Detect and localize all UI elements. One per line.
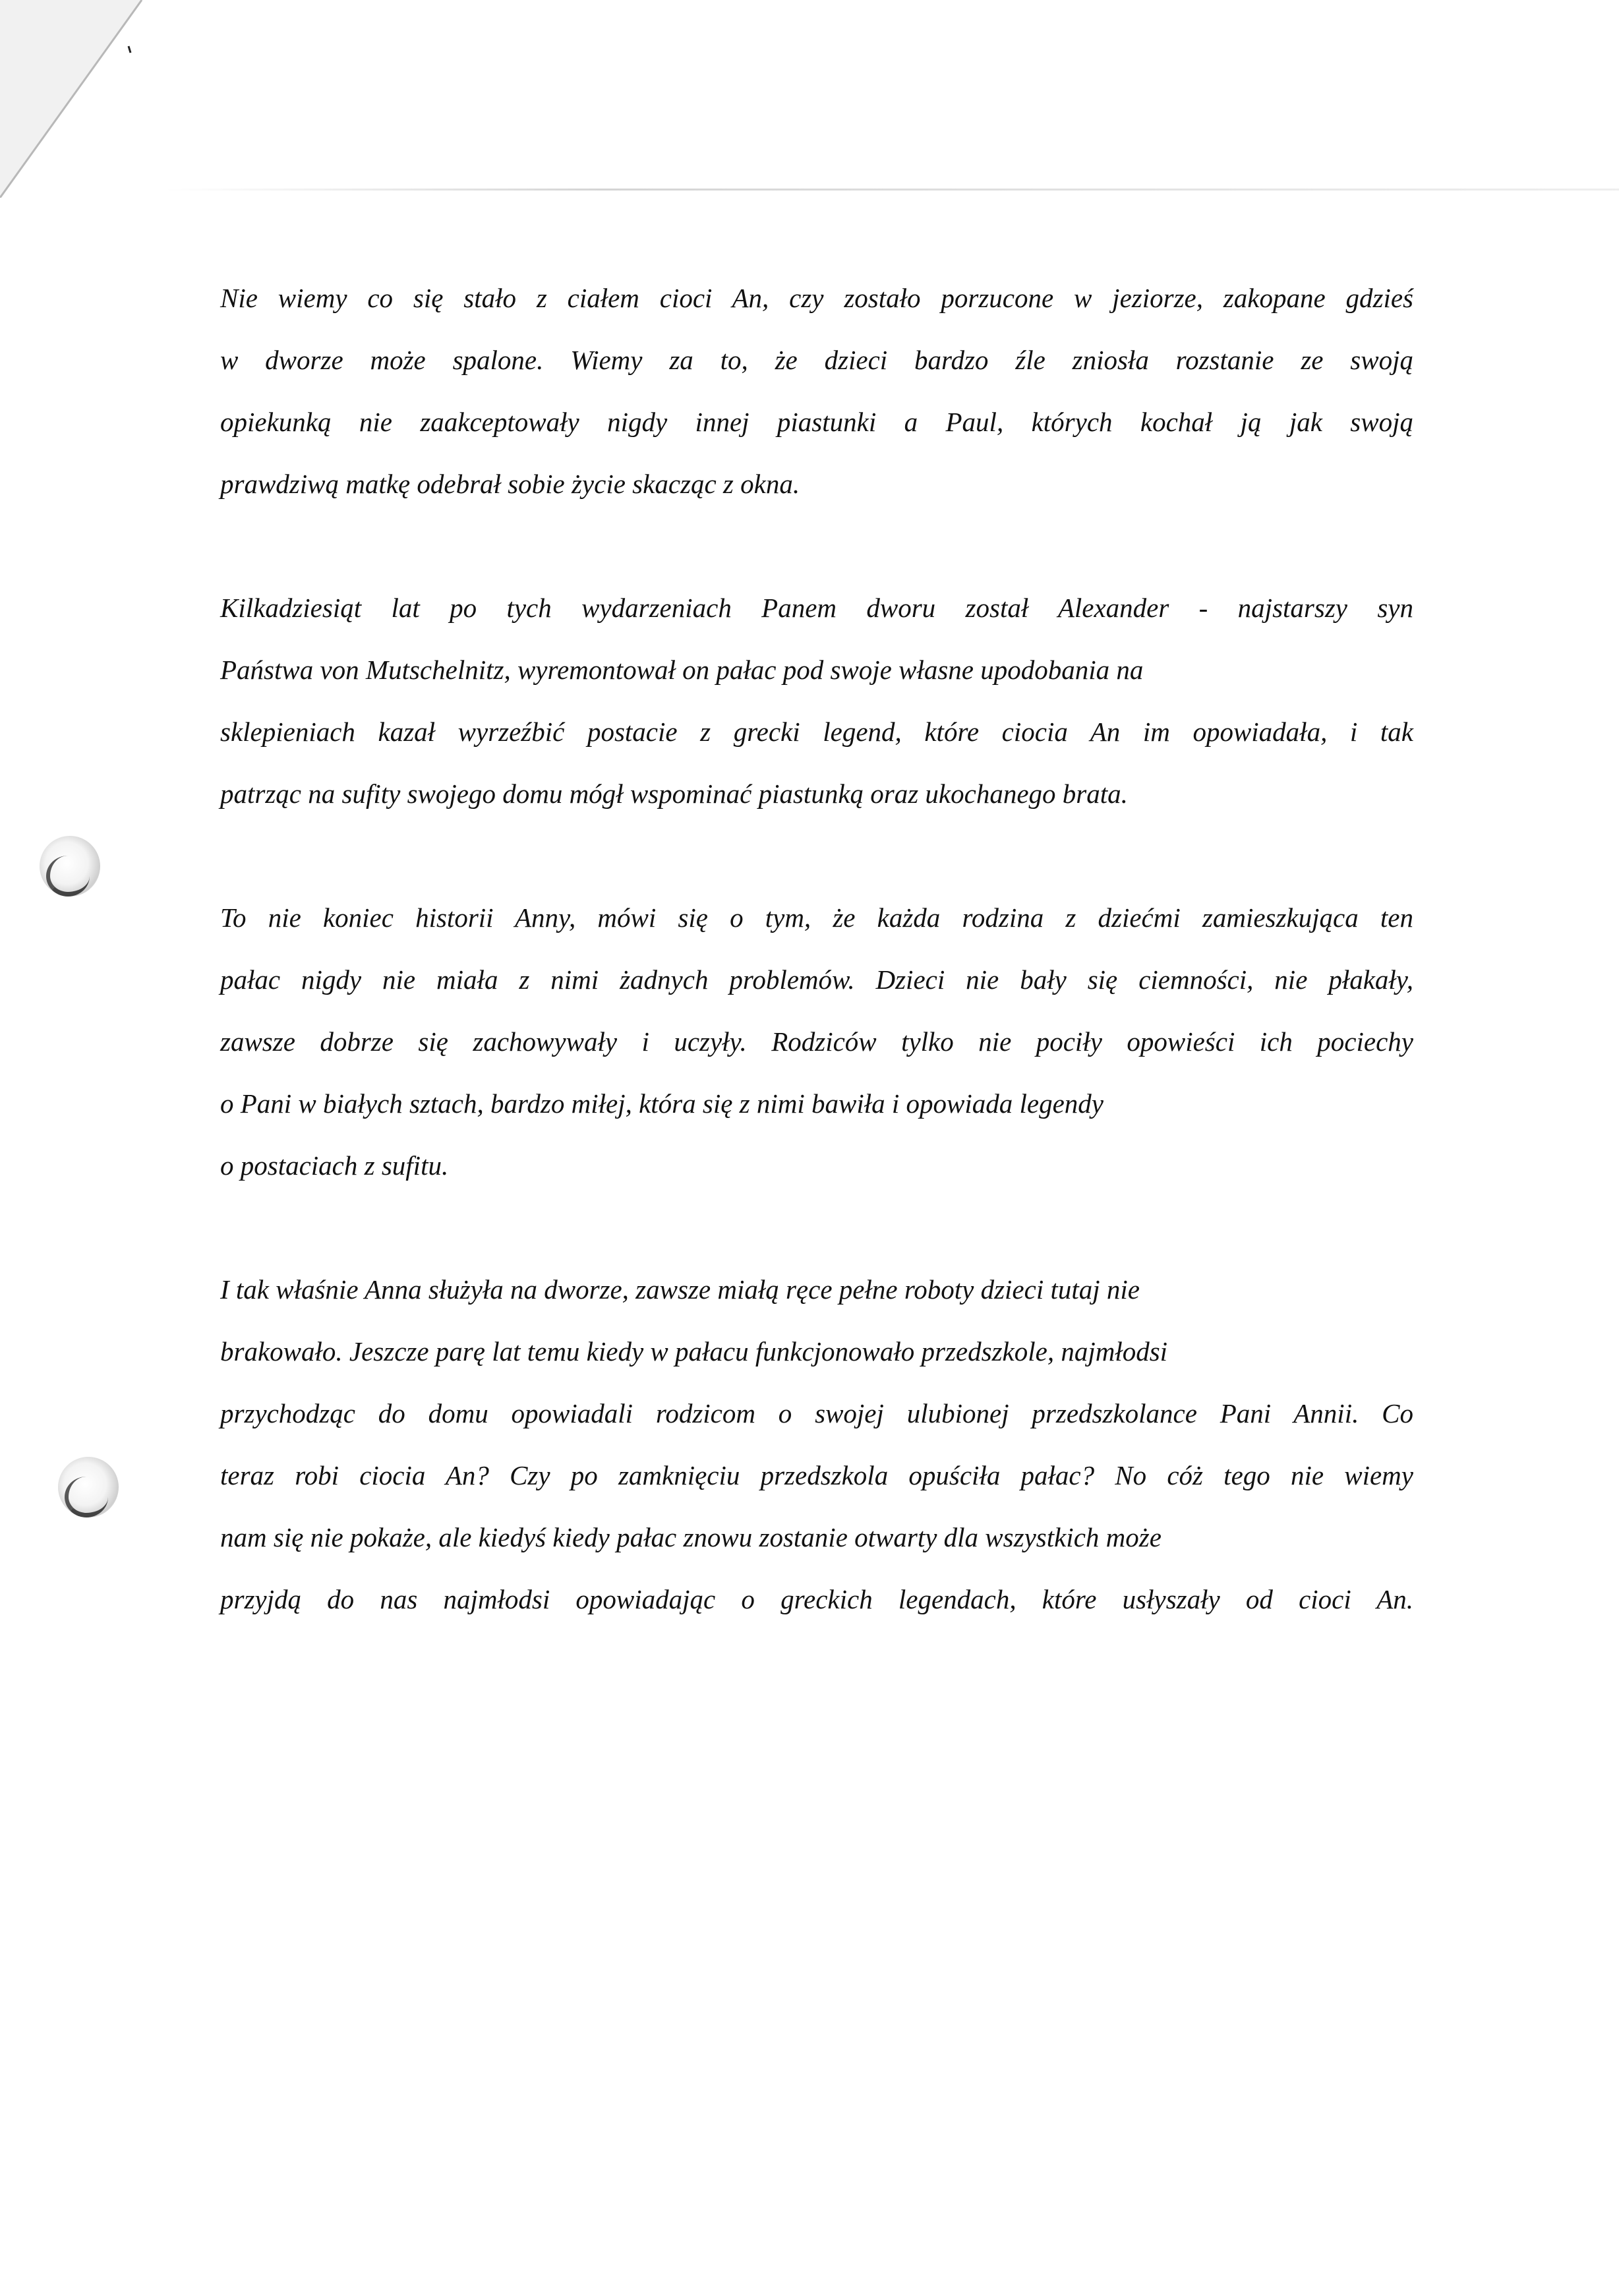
text-line: Państwa von Mutschelnitz, wyremontował on pałac pod swoje własne upodobania na (220, 655, 1144, 685)
text-line: pałac nigdy nie miała z nimi żadnych problemów. Dzieci nie bały się ciemności, nie płakały, (220, 964, 1413, 995)
text-line: Kilkadziesiąt lat po tych wydarzeniach Panem dworu został Alexander - najstarszy syn (220, 593, 1413, 623)
text-line: przychodząc do domu opowiadali rodzicom o swojej ulubionej przedszkolance Pani Annii. Co (220, 1398, 1413, 1428)
text-line: To nie koniec historii Anny, mówi się o tym, że każda rodzina z dziećmi zamieszkująca ten (220, 902, 1413, 933)
paragraph-2 (220, 577, 1413, 825)
punch-hole-upper (40, 836, 100, 897)
paragraph-1 (220, 267, 1413, 515)
text-line: przyjdą do nas najmłodsi opowiadając o greckich legendach, które usłyszały od cioci An. (220, 1584, 1413, 1614)
folded-corner (0, 0, 198, 198)
text-line: sklepieniach kazał wyrzeźbić postacie z grecki legend, które ciocia An im opowiadała, i tak (220, 717, 1413, 747)
text-line: nam się nie pokaże, ale kiedyś kiedy pałac znowu zostanie otwarty dla wszystkich może (220, 1522, 1162, 1552)
paragraph-4 (220, 1258, 1413, 1630)
paragraph-3 (220, 887, 1413, 1196)
document-body (220, 267, 1413, 1692)
text-line: patrząc na sufity swojego domu mógł wspominać piastunką oraz ukochanego brata. (220, 779, 1128, 809)
page-top-edge-shadow (165, 189, 1619, 191)
text-line: Nie wiemy co się stało z ciałem cioci An, czy zostało porzucone w jeziorze, zakopane gdzieś (220, 283, 1413, 313)
text-line: zawsze dobrze się zachowywały i uczyły. Rodziców tylko nie pociły opowieści ich pociechy (220, 1026, 1413, 1057)
text-line: opiekunką nie zaakceptowały nigdy innej piastunki a Paul, których kochał ją jak swoją (220, 407, 1413, 437)
text-line: teraz robi ciocia An? Czy po zamknięciu przedszkola opuściła pałac? No cóż tego nie wiemy (220, 1460, 1413, 1490)
text-line: o Pani w białych sztach, bardzo miłej, która się z nimi bawiła i opowiada legendy (220, 1088, 1104, 1119)
text-line: brakowało. Jeszcze parę lat temu kiedy w pałacu funkcjonowało przedszkole, najmłodsi (220, 1336, 1168, 1367)
punch-hole-lower (58, 1457, 119, 1517)
text-line: o postaciach z sufitu. (220, 1150, 449, 1181)
text-line: prawdziwą matkę odebrał sobie życie skacząc z okna. (220, 469, 800, 499)
text-line: I tak właśnie Anna służyła na dworze, zawsze miałą ręce pełne roboty dzieci tutaj nie (220, 1274, 1140, 1305)
text-line: w dworze może spalone. Wiemy za to, że dzieci bardzo źle zniosła rozstanie ze swoją (220, 345, 1413, 375)
